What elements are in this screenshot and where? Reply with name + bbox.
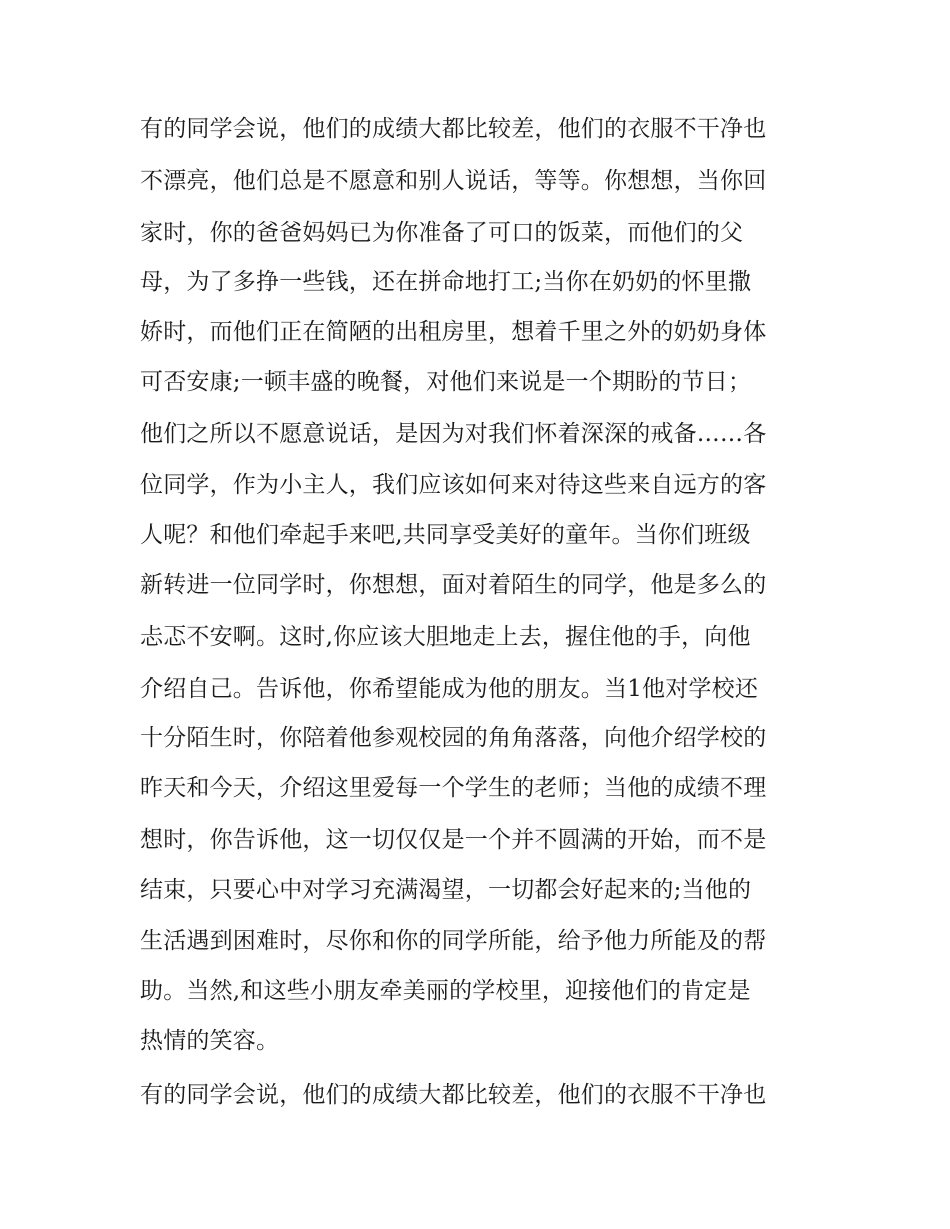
text-line: 介绍自己。告诉他，你希望能成为他的朋友。当1他对学校还 — [140, 676, 759, 702]
text-line: 娇时，而他们正在简陋的出租房里，想着千里之外的奶奶身体 — [140, 319, 767, 345]
text-line: 热情的笑容。 — [140, 1028, 280, 1054]
text-line: 助。当然,和这些小朋友牵美丽的学校里，迎接他们的肯定是 — [140, 978, 751, 1004]
text-line: 新转进一位同学时，你想想，面对着陌生的同学，他是多么的 — [140, 572, 767, 598]
text-line: 十分陌生时，你陪着他参观校园的角角落落，向他介绍学校的 — [140, 725, 767, 751]
text-line: 有的同学会说，他们的成绩大都比较差，他们的衣服不干净也 — [140, 1082, 767, 1108]
text-line: 忐忑不安啊。这时,你应该大胆地走上去，握住他的手，向他 — [140, 624, 751, 650]
text-line: 有的同学会说，他们的成绩大都比较差，他们的衣服不干净也 — [140, 116, 767, 142]
text-line: 家时，你的爸爸妈妈已为你准备了可口的饭菜，而他们的父 — [140, 220, 744, 246]
text-line: 结束，只要心中对学习充满渴望，一切都会好起来的;当他的 — [140, 877, 752, 903]
text-line: 人呢？和他们牵起手来吧,共同享受美好的童年。当你们班级 — [140, 522, 751, 548]
text-line: 不漂亮，他们总是不愿意和别人说话，等等。你想想，当你回 — [140, 168, 767, 194]
text-line: 母，为了多挣一些钱，还在拼命地打工;当你在奶奶的怀里撒 — [140, 269, 752, 295]
text-line: 可否安康;一顿丰盛的晚餐，对他们来说是一个期盼的节日； — [140, 369, 752, 395]
text-line: 昨天和今天，介绍这里爱每一个学生的老师；当他的成绩不理 — [140, 775, 767, 801]
text-line: 他们之所以不愿意说话，是因为对我们怀着深深的戒备……各 — [140, 421, 767, 447]
text-line: 生活遇到困难时，尽你和你的同学所能，给予他力所能及的帮 — [140, 928, 767, 954]
text-line: 位同学，作为小主人，我们应该如何来对待这些来自远方的客 — [140, 472, 767, 498]
text-line: 想时，你告诉他，这一切仅仅是一个并不圆满的开始，而不是 — [140, 827, 767, 853]
